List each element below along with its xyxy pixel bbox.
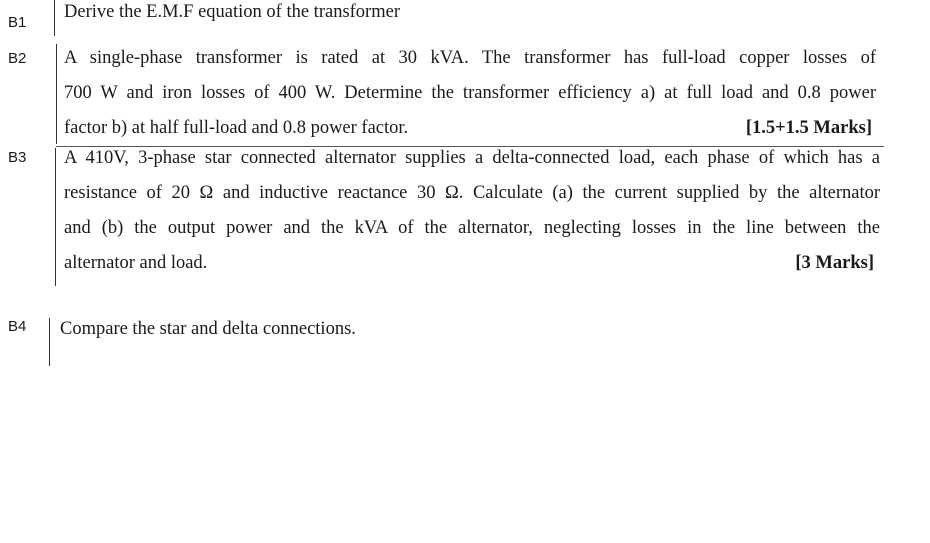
row-divider	[56, 146, 884, 147]
question-label-b1: B1	[8, 14, 27, 31]
question-label-b2: B2	[8, 50, 27, 67]
column-divider	[55, 148, 56, 286]
question-label-b4: B4	[8, 318, 27, 335]
question-b2-marks: [1.5+1.5 Marks]	[745, 118, 872, 138]
question-b2-line-2: 700 W and iron losses of 400 W. Determine the transformer efficiency a) at full load and 0.8 power	[64, 83, 876, 103]
question-b3-line-3: and (b) the output power and the kVA of the alternator, neglecting losses in the line between the	[64, 218, 880, 238]
question-label-b3: B3	[8, 149, 27, 166]
question-b4-text: Compare the star and delta connections.	[60, 319, 356, 339]
column-divider	[54, 0, 55, 36]
column-divider	[56, 44, 57, 144]
question-b2-line-1: A single-phase transformer is rated at 30 kVA. The transformer has full-load copper losses of	[64, 48, 876, 68]
column-divider	[49, 318, 50, 366]
question-b3-line-4: alternator and load.	[64, 253, 208, 273]
question-b3-line-1: A 410V, 3-phase star connected alternator supplies a delta-connected load, each phase of which has a	[64, 148, 880, 168]
question-b2-line-3: factor b) at half full-load and 0.8 power factor.	[64, 118, 409, 138]
question-b3-line-2: resistance of 20 Ω and inductive reactance 30 Ω. Calculate (a) the current supplied by the alternator	[64, 183, 880, 203]
question-b1-text: Derive the E.M.F equation of the transformer	[64, 2, 400, 22]
question-b3-marks: [3 Marks]	[795, 253, 874, 273]
